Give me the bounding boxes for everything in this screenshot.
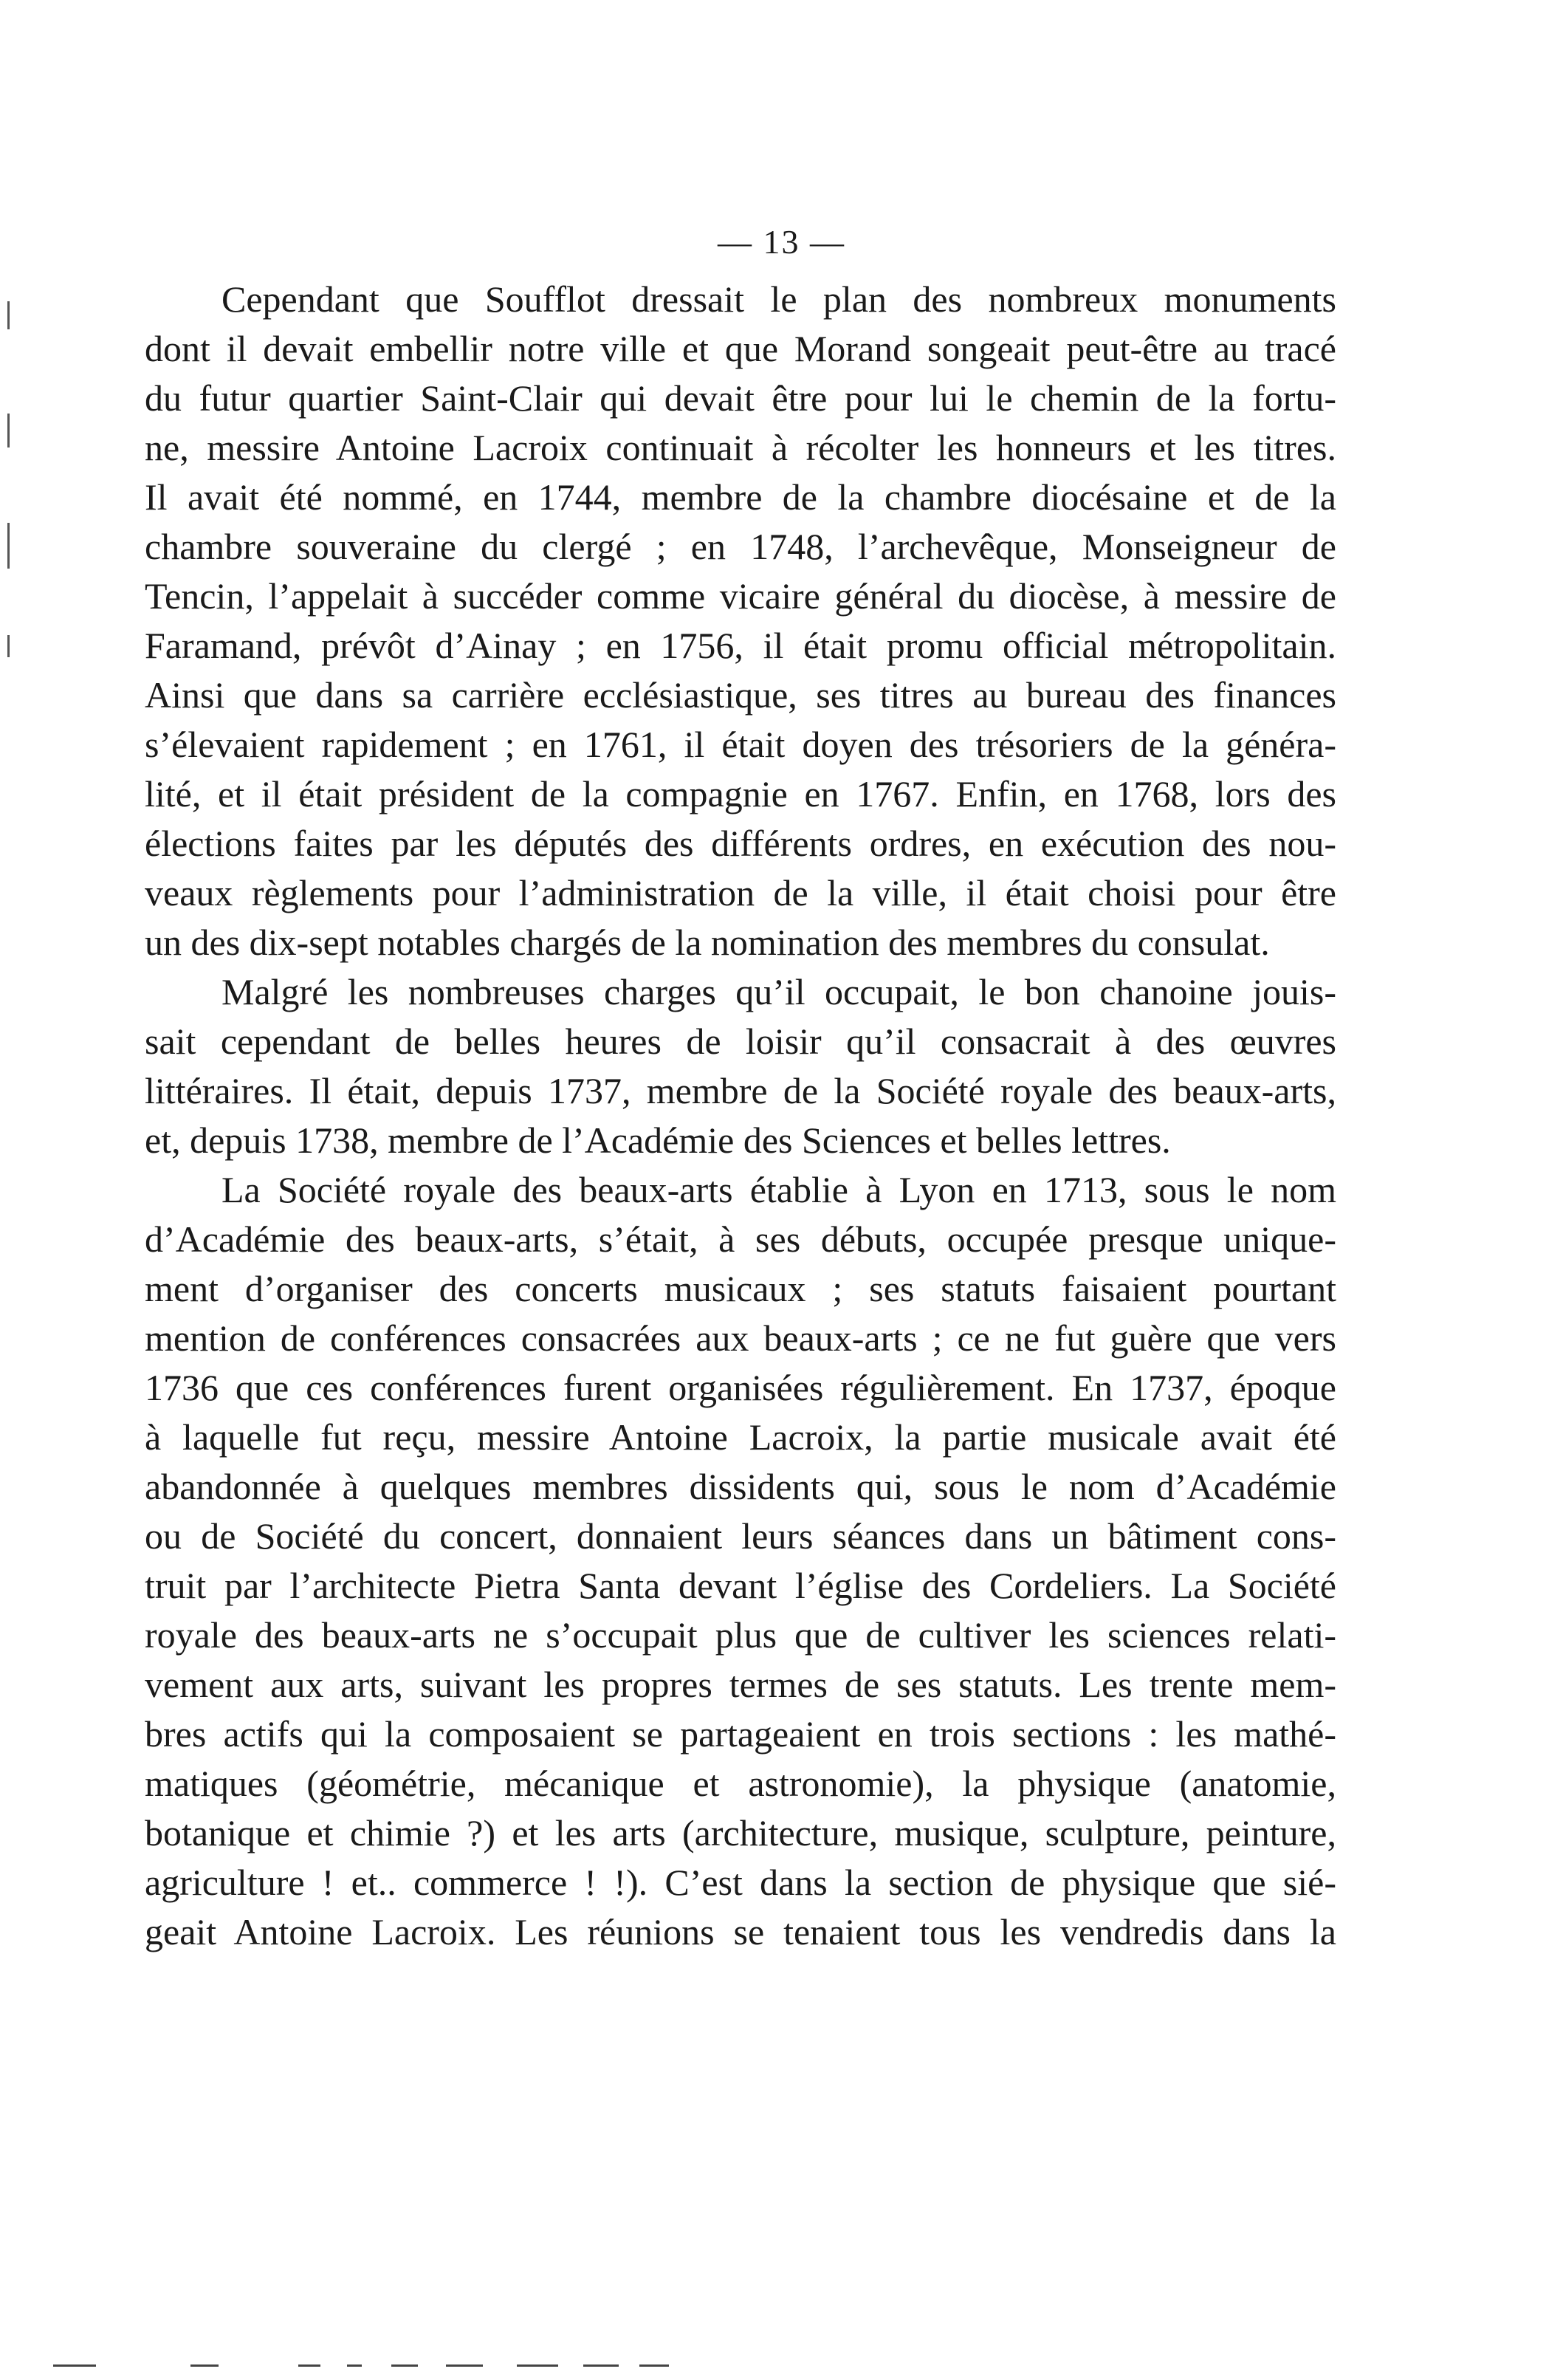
text-line: et, depuis 1738, membre de l’Académie des Sciences et belles lettres. xyxy=(145,1119,1171,1161)
text-line: s’élevaient rapidement ; en 1761, il était doyen des trésoriers de la généra- xyxy=(145,724,1336,765)
text-line: sait cependant de belles heures de loisir qu’il consacrait à des œuvres xyxy=(145,1021,1336,1062)
scan-bottom-dash xyxy=(446,2364,483,2367)
paragraph xyxy=(145,967,1336,1165)
text-line: chambre souveraine du clergé ; en 1748, l’archevêque, Monseigneur de xyxy=(145,526,1336,567)
scan-margin-mark xyxy=(7,635,10,657)
text-line: 1736 que ces conférences furent organisées régulièrement. En 1737, époque xyxy=(145,1367,1336,1408)
text-line: à laquelle fut reçu, messire Antoine Lacroix, la partie musicale avait été xyxy=(145,1416,1336,1458)
scan-bottom-dash xyxy=(391,2364,418,2367)
text-line: royale des beaux-arts ne s’occupait plus que de cultiver les sciences relati- xyxy=(145,1614,1336,1656)
text-line: ne, messire Antoine Lacroix continuait à récolter les honneurs et les titres. xyxy=(145,427,1336,468)
text-line: mention de conférences consacrées aux beaux-arts ; ce ne fut guère que vers xyxy=(145,1317,1336,1359)
text-line: Malgré les nombreuses charges qu’il occupait, le bon chanoine jouis- xyxy=(221,971,1336,1012)
text-line: vement aux arts, suivant les propres termes de ses statuts. Les trente mem- xyxy=(145,1664,1336,1705)
scan-bottom-dash xyxy=(298,2364,320,2367)
scan-bottom-dash xyxy=(517,2364,558,2367)
text-line: ment d’organiser des concerts musicaux ; ses statuts faisaient pourtant xyxy=(145,1268,1336,1309)
paragraph xyxy=(145,275,1336,967)
scan-bottom-dash xyxy=(639,2364,669,2367)
text-line: matiques (géométrie, mécanique et astronomie), la physique (anatomie, xyxy=(145,1763,1336,1804)
text-line: truit par l’architecte Pietra Santa devant l’église des Cordeliers. La Société xyxy=(145,1565,1336,1606)
text-line: abandonnée à quelques membres dissidents qui, sous le nom d’Académie xyxy=(145,1466,1336,1507)
text-line: un des dix-sept notables chargés de la nomination des membres du consulat. xyxy=(145,922,1270,963)
page-number: — 13 — xyxy=(718,223,845,261)
text-line: lité, et il était président de la compagnie en 1767. Enfin, en 1768, lors des xyxy=(145,773,1336,815)
scan-bottom-dash xyxy=(53,2364,96,2367)
text-line: d’Académie des beaux-arts, s’était, à ses débuts, occupée presque unique- xyxy=(145,1218,1336,1260)
text-line: La Société royale des beaux-arts établie à Lyon en 1713, sous le nom xyxy=(221,1169,1336,1210)
text-line: ou de Société du concert, donnaient leurs séances dans un bâtiment cons- xyxy=(145,1515,1336,1557)
text-line: Cependant que Soufflot dressait le plan des nombreux monuments xyxy=(221,278,1336,320)
scan-bottom-dash xyxy=(347,2364,362,2367)
text-line: littéraires. Il était, depuis 1737, membre de la Société royale des beaux-arts, xyxy=(145,1070,1336,1111)
scan-margin-mark xyxy=(7,523,10,569)
text-line: veaux règlements pour l’administration de la ville, il était choisi pour être xyxy=(145,872,1336,913)
body-text xyxy=(145,275,1336,1957)
scan-bottom-dash xyxy=(190,2364,219,2367)
text-line: agriculture ! et.. commerce ! !). C’est dans la section de physique que sié- xyxy=(145,1862,1336,1903)
text-line: Tencin, l’appelait à succéder comme vicaire général du diocèse, à messire de xyxy=(145,575,1336,617)
text-line: Faramand, prévôt d’Ainay ; en 1756, il était promu official métropolitain. xyxy=(145,625,1336,666)
scan-bottom-dash xyxy=(583,2364,619,2367)
text-line: Ainsi que dans sa carrière ecclésiastique, ses titres au bureau des finances xyxy=(145,674,1336,716)
text-line: du futur quartier Saint-Clair qui devait être pour lui le chemin de la fortu- xyxy=(145,377,1336,419)
text-line: Il avait été nommé, en 1744, membre de la chambre diocésaine et de la xyxy=(145,476,1336,518)
text-line: botanique et chimie ?) et les arts (architecture, musique, sculpture, peinture, xyxy=(145,1812,1336,1853)
scan-margin-mark xyxy=(7,301,10,329)
text-line: élections faites par les députés des différents ordres, en exécution des nou- xyxy=(145,823,1336,864)
scan-margin-mark xyxy=(7,414,10,447)
text-line: dont il devait embellir notre ville et que Morand songeait peut-être au tracé xyxy=(145,328,1336,369)
text-line: geait Antoine Lacroix. Les réunions se tenaient tous les vendredis dans la xyxy=(145,1911,1336,1952)
text-line: bres actifs qui la composaient se partageaient en trois sections : les mathé- xyxy=(145,1713,1336,1755)
paragraph xyxy=(145,1165,1336,1957)
